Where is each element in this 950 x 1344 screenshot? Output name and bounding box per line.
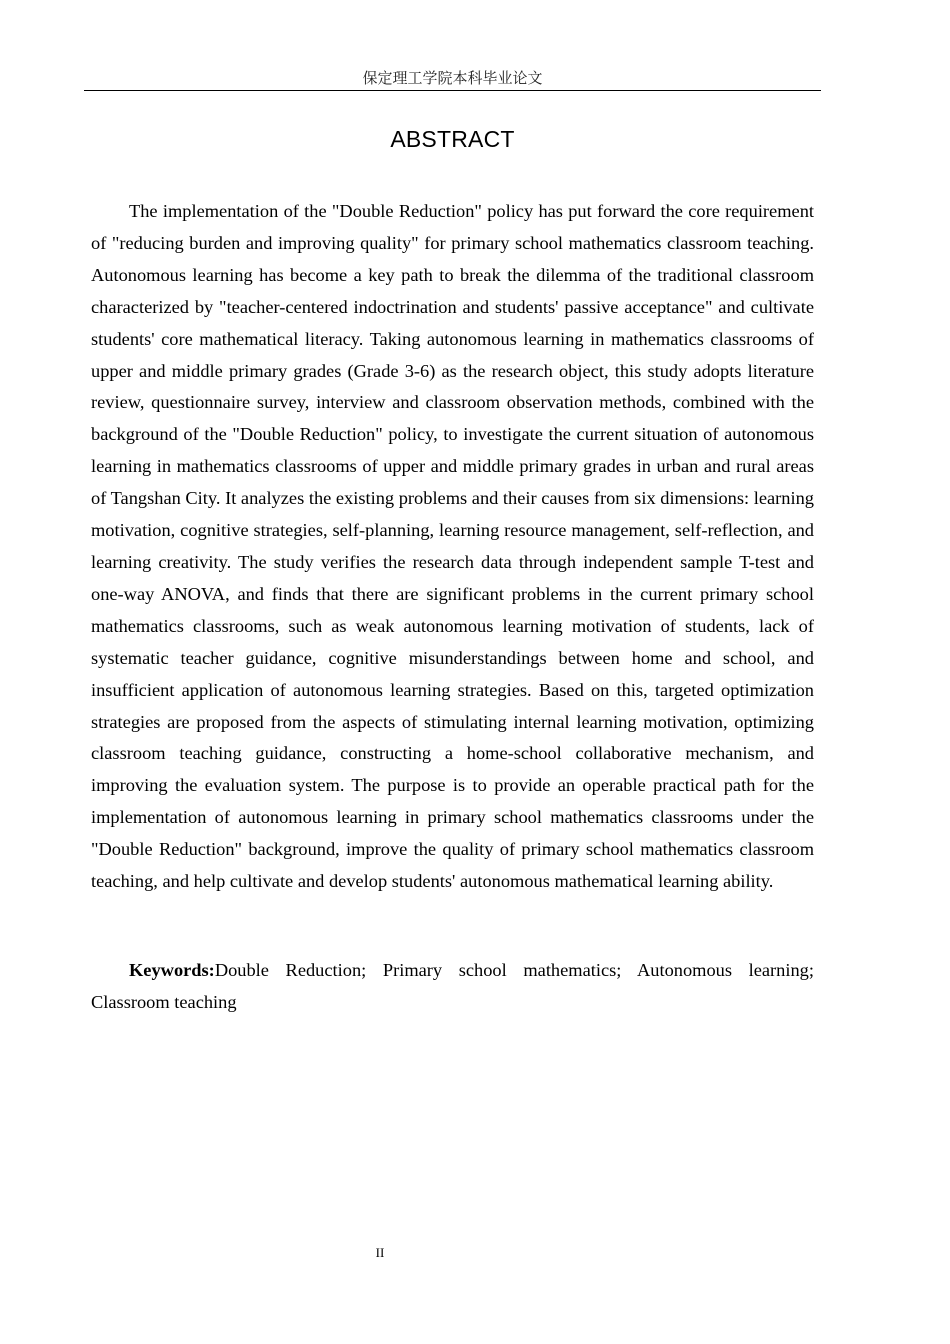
abstract-title: ABSTRACT [390,126,515,152]
page-number: II [375,1245,385,1260]
header-divider [84,90,821,91]
running-header: 保定理工学院本科毕业论文 [362,69,543,87]
keywords-text: Double Reduction; Primary school mathematics; Autonomous learning; Classroom teaching [91,960,814,1012]
keywords-label: Keywords: [129,960,215,980]
abstract-body: The implementation of the "Double Reduction" policy has put forward the core requirement of "reducing burden and improving quality" for primary school mathematics classroom teaching. Autonomous learning has become a key path to break the dilemma of the traditional classroom characterized by "teacher-centered indoctrination and students' passive acceptance" and cultivate students' core mathematical literacy. Taking autonomous learning in mathematics classrooms of upper and middle primary grades (Grade 3-6) as the research object, this study adopts literature review, questionnaire survey, interview and classroom observation methods, combined with the background of the "Double Reduction" policy, to investigate the current situation of autonomous learning in mathematics classrooms of upper and middle primary grades in urban and rural areas of Tangshan City. It analyzes the existing problems and their causes from six dimensions: learning motivation, cognitive strategies, self-planning, learning resource management, self-reflection, and learning creativity. The study verifies the research data through independent sample T-test and one-way ANOVA, and finds that there are significant problems in the current primary school mathematics classrooms, such as weak autonomous learning motivation of students, lack of systematic teacher guidance, cognitive misunderstandings between home and school, and insufficient application of autonomous learning strategies. Based on this, targeted optimization strategies are proposed from the aspects of stimulating internal learning motivation, optimizing classroom teaching guidance, constructing a home-school collaborative mechanism, and improving the evaluation system. The purpose is to provide an operable practical path for the implementation of autonomous learning in primary school mathematics classrooms under the "Double Reduction" background, improve the quality of primary school mathematics classroom teaching, and help cultivate and develop students' autonomous mathematical learning ability. [91,201,814,892]
keywords-paragraph [91,955,814,1019]
